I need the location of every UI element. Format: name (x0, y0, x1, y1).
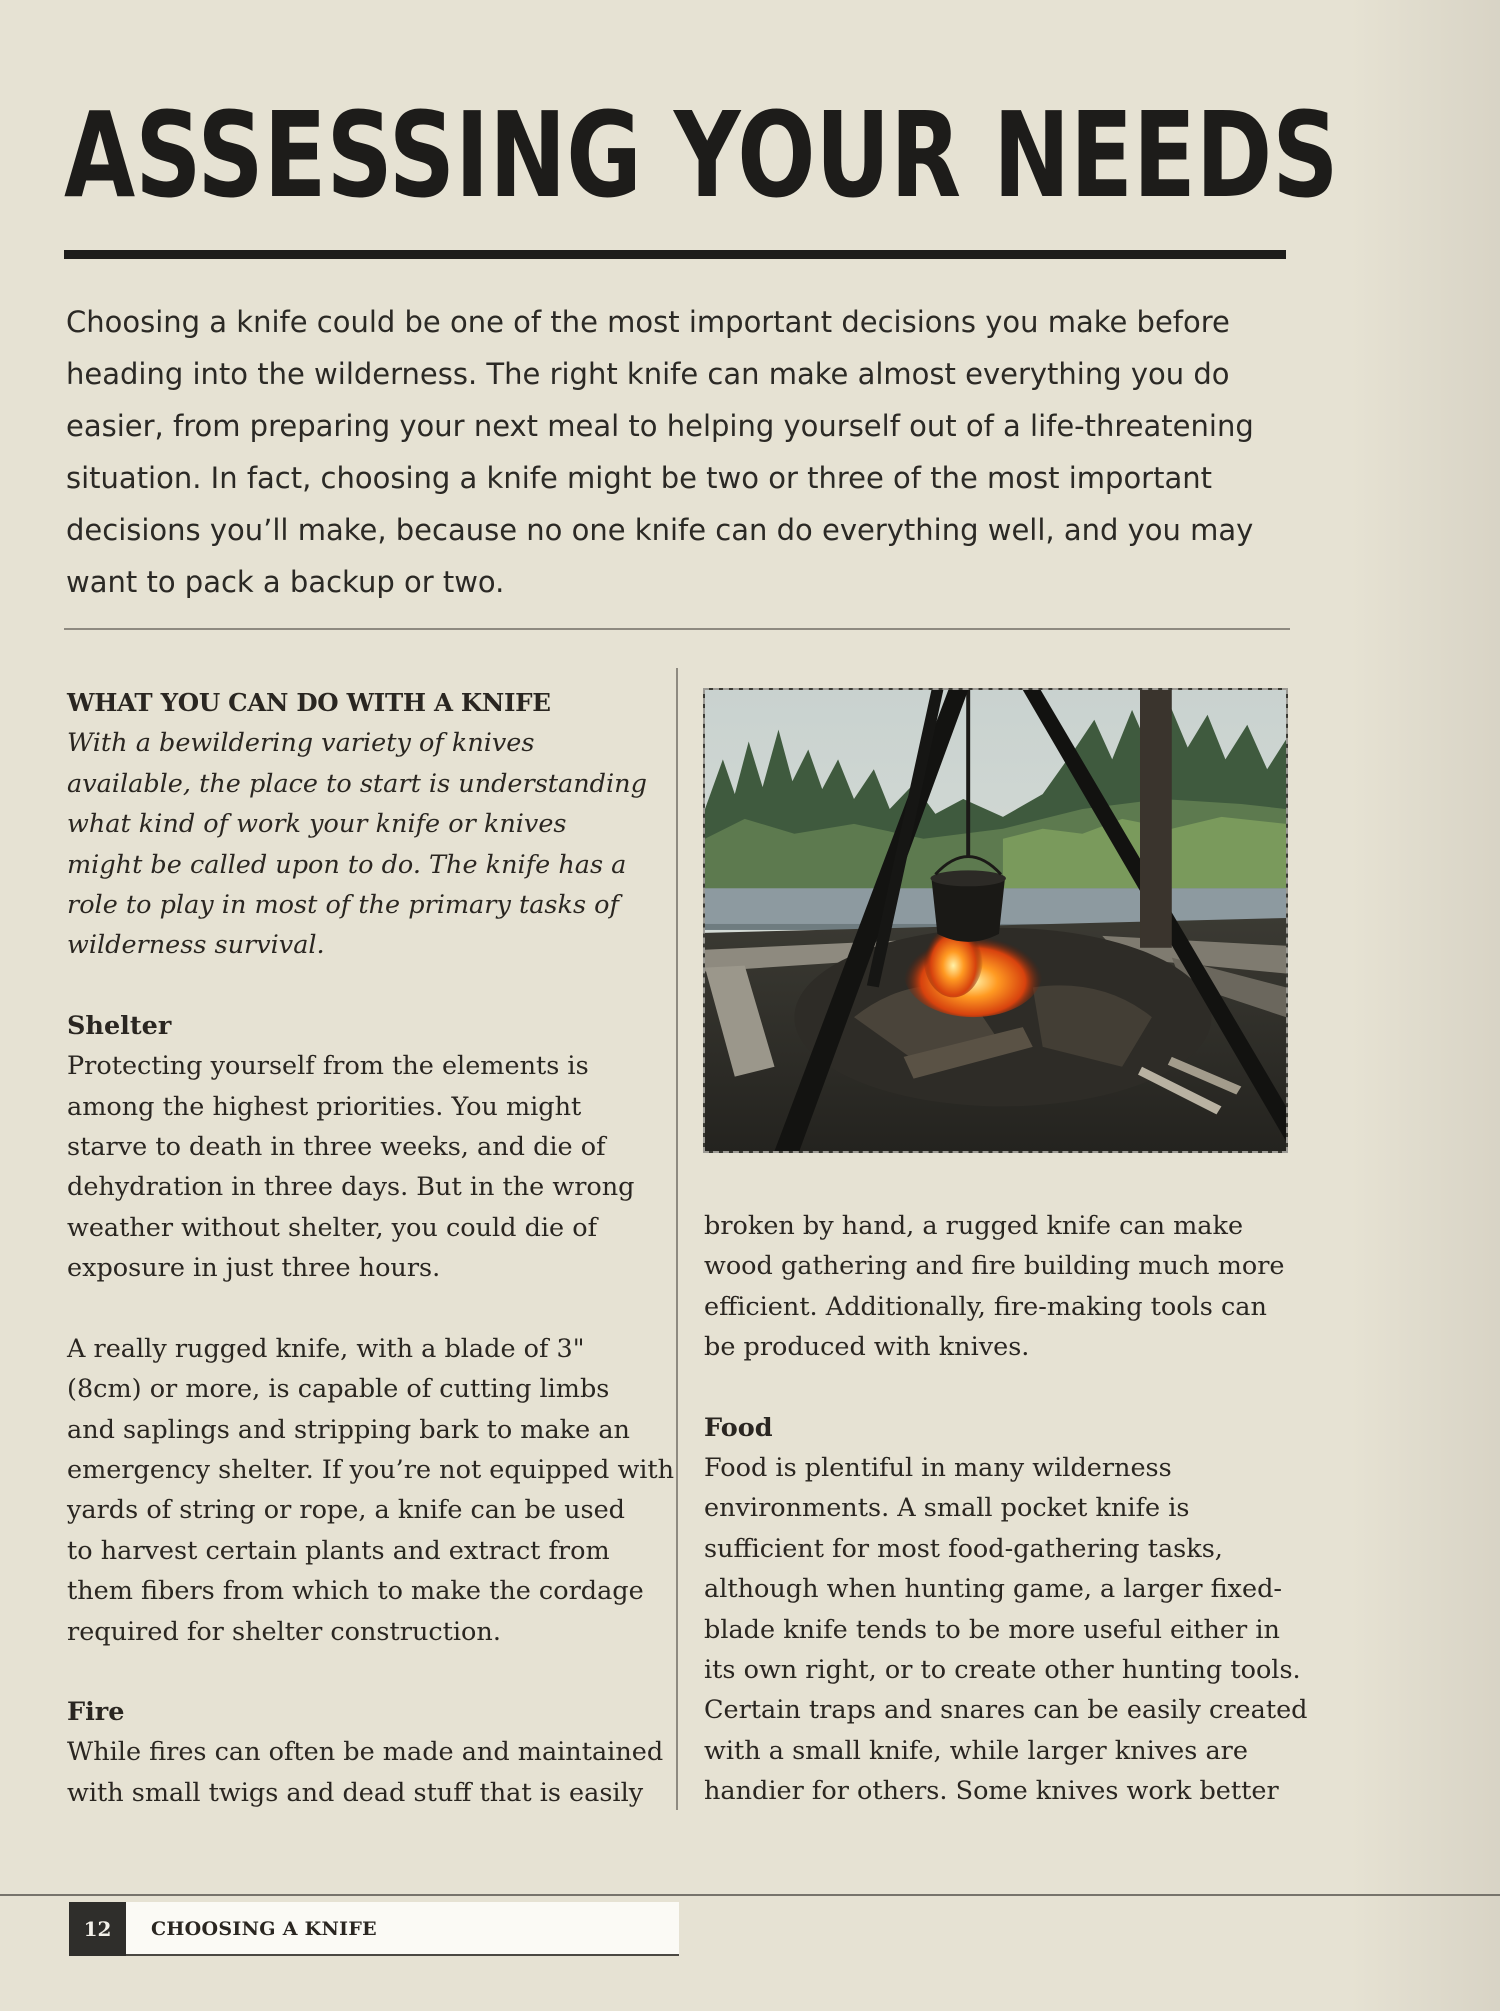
body-line: required for shelter construction. (67, 1616, 501, 1647)
running-head: CHOOSING A KNIFE (151, 1918, 377, 1940)
body-line: with a small knife, while larger knives are (704, 1735, 1248, 1766)
body-line: Certain traps and snares can be easily created (704, 1695, 1308, 1726)
intro-line: decisions you’ll make, because no one knife can do everything well, and you may (66, 513, 1254, 547)
fire-heading: Fire (67, 1696, 125, 1727)
food-heading: Food (704, 1412, 773, 1443)
page-title: ASSESSING YOUR NEEDS (64, 86, 1339, 224)
campfire-photo-image (705, 690, 1286, 1151)
right-column (704, 1206, 1308, 1812)
body-line: although when hunting game, a larger fixed- (704, 1574, 1283, 1605)
page-number: 12 (69, 1902, 126, 1956)
body-line: starve to death in three weeks, and die of (67, 1132, 606, 1163)
body-line: blade knife tends to be more useful either in (704, 1614, 1280, 1645)
body-line: and saplings and stripping bark to make an (67, 1414, 630, 1445)
body-line: environments. A small pocket knife is (704, 1493, 1190, 1524)
body-line: its own right, or to create other hunting tools. (704, 1655, 1301, 1686)
body-line: sufficient for most food-gathering tasks, (704, 1533, 1223, 1564)
body-line: handier for others. Some knives work better (704, 1776, 1279, 1807)
intro-line: Choosing a knife could be one of the most important decisions you make before (66, 305, 1230, 339)
body-line: dehydration in three days. But in the wrong (67, 1172, 635, 1203)
body-line: emergency shelter. If you’re not equipped with (67, 1454, 675, 1485)
intro-line: easier, from preparing your next meal to helping yourself out of a life-threatening (66, 409, 1254, 443)
shelter-paragraph-1 (67, 1046, 667, 1288)
body-line: among the highest priorities. You might (67, 1091, 582, 1122)
body-line: broken by hand, a rugged knife can make (704, 1211, 1244, 1241)
title-rule (64, 250, 1286, 259)
page-edge-shadow (1350, 0, 1500, 2011)
lead-line: what kind of work your knife or knives (67, 809, 567, 840)
body-line: efficient. Additionally, fire-making tools can (704, 1291, 1267, 1322)
intro-paragraph (66, 296, 1296, 608)
footer-rule (0, 1894, 1500, 1896)
body-line: wood gathering and fire building much more (704, 1251, 1285, 1282)
column-divider (676, 668, 678, 1810)
body-line: yards of string or rope, a knife can be used (67, 1495, 625, 1526)
intro-line: heading into the wilderness. The right knife can make almost everything you do (66, 357, 1230, 391)
lead-line: available, the place to start is understanding (67, 768, 647, 799)
section-label: WHAT YOU CAN DO WITH A KNIFE (67, 688, 551, 717)
body-line: Food is plentiful in many wilderness (704, 1453, 1172, 1484)
food-paragraph (704, 1448, 1308, 1812)
body-line: them fibers from which to make the cordage (67, 1576, 644, 1607)
lead-line: role to play in most of the primary tasks of (67, 890, 619, 921)
left-column (67, 683, 675, 1813)
body-line: A really rugged knife, with a blade of 3" (67, 1333, 585, 1364)
body-line: weather without shelter, you could die of (67, 1212, 598, 1243)
body-line: exposure in just three hours. (67, 1253, 441, 1284)
fire-paragraph (67, 1732, 667, 1813)
body-line: be produced with knives. (704, 1332, 1030, 1363)
body-line: to harvest certain plants and extract from (67, 1535, 610, 1566)
lead-line: might be called upon to do. The knife has a (67, 849, 627, 880)
lead-paragraph (67, 723, 667, 965)
fire-continued-paragraph (704, 1206, 1294, 1368)
intro-divider (64, 628, 1290, 630)
body-line: (8cm) or more, is capable of cutting limbs (67, 1374, 610, 1405)
body-line: with small twigs and dead stuff that is easily (67, 1777, 644, 1808)
lead-line: With a bewildering variety of knives (67, 728, 535, 759)
body-line: Protecting yourself from the elements is (67, 1051, 589, 1082)
body-line: While fires can often be made and maintained (67, 1737, 664, 1768)
intro-line: situation. In fact, choosing a knife might be two or three of the most important (66, 461, 1212, 495)
campfire-photo (703, 688, 1288, 1153)
shelter-paragraph-2 (67, 1329, 675, 1652)
intro-line: want to pack a backup or two. (66, 565, 505, 599)
shelter-heading: Shelter (67, 1010, 172, 1041)
lead-line: wilderness survival. (67, 930, 325, 961)
